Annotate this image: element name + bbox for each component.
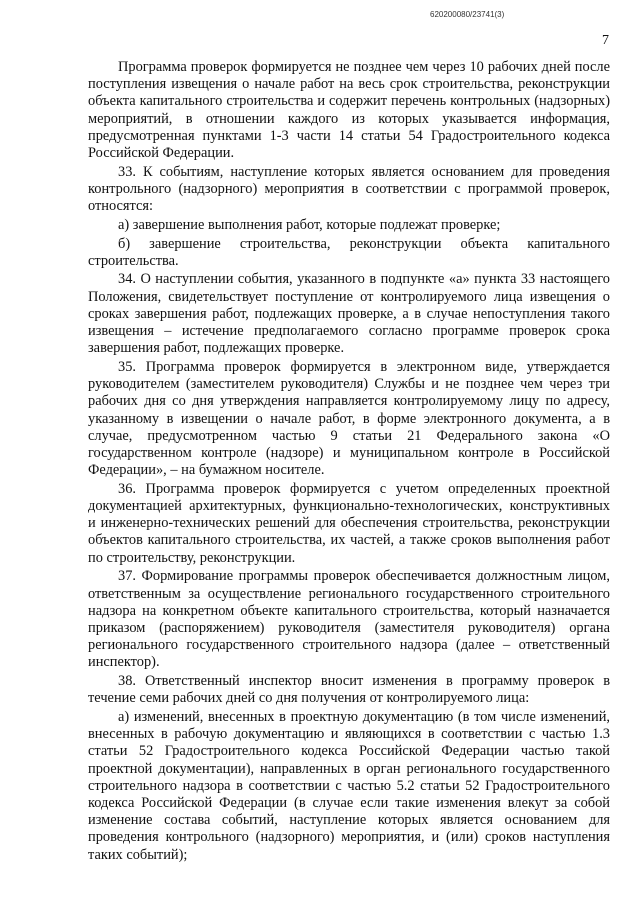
page-number: 7 (602, 33, 609, 48)
paragraph-33-a: а) завершение выполнения работ, которые подлежат проверке; (118, 216, 501, 233)
paragraph-35: 35. Программа проверок формируется в электронном виде, утверждается руководителем (заместителем руководителя) Службы и не позднее чем через три рабочих дня со дня утверждения направляется контролируемому лицу по адресу, указанному в извещении о начале работ, в форме электронного документа, а в случае, предусмотренном частью 9 статьи 21 Федерального закона «О государственном контроле (надзоре) и муниципальном контроле в Российской Федерации», – на бумажном носителе. (88, 358, 610, 479)
paragraph-33-b: б) завершение строительства, реконструкции объекта капитального строительства. (88, 235, 610, 269)
paragraph-38-a: а) изменений, внесенных в проектную документацию (в том числе изменений, внесенных в рабочую документацию и являющихся в соответствии с частью 1.3 статьи 52 Градостроительного кодекса Российской Федерации частью такой проектной документации), направленных в орган регионального государственного строительного надзора в соответствии с частью 5.2 статьи 52 Градостроительного кодекса Российской Федерации (в случае если такие изменения влекут за собой изменение состава событий, наступление которых является основанием для проведения контрольного (надзорного) мероприятия, и (или) сроков наступления таких событий); (88, 709, 610, 863)
paragraph-38: 38. Ответственный инспектор вносит изменения в программу проверок в течение семи рабочих дней со дня получения от контролируемого лица: (88, 673, 610, 707)
paragraph-36: 36. Программа проверок формируется с учетом определенных проектной документацией архитектурных, функционально-технологических, конструктивных и инженерно-технических решений для обеспечения строительства, реконструкции объектов капитального строительства, их частей, а также сроков выполнения работ по строительству, реконструкции. (88, 480, 610, 566)
paragraph-37: 37. Формирование программы проверок обеспечивается должностным лицом, ответственным за осуществление регионального государственного строительного надзора на конкретном объекте капитального строительства, который назначается приказом (распоряжением) руководителя (заместителя руководителя) органа регионального государственного строительного надзора (далее – ответственный инспектор). (88, 568, 610, 671)
paragraph-34: 34. О наступлении события, указанного в подпункте «а» пункта 33 настоящего Положения, свидетельствует поступление от контролируемого лица извещения о сроках завершения работ, подлежащих проверке, а в случае непоступления такого извещения – истечение предполагаемого согласно программе проверок срока завершения работ, подлежащих проверке. (88, 271, 610, 357)
document-id: 620200080/23741(3) (430, 10, 505, 19)
paragraph-33: 33. К событиям, наступление которых является основанием для проведения контрольного (надзорного) мероприятия в соответствии с программой проверок, относятся: (88, 163, 610, 215)
paragraph-program-schedule: Программа проверок формируется не позднее чем через 10 рабочих дней после поступления извещения о начале работ на весь срок строительства, реконструкции объекта капитального строительства и содержит перечень контрольных (надзорных) мероприятий, в отношении каждого из которых указывается информация, предусмотренная пунктами 1-3 части 14 статьи 54 Градостроительного кодекса Российской Федерации. (88, 59, 610, 162)
page-body (88, 59, 610, 864)
